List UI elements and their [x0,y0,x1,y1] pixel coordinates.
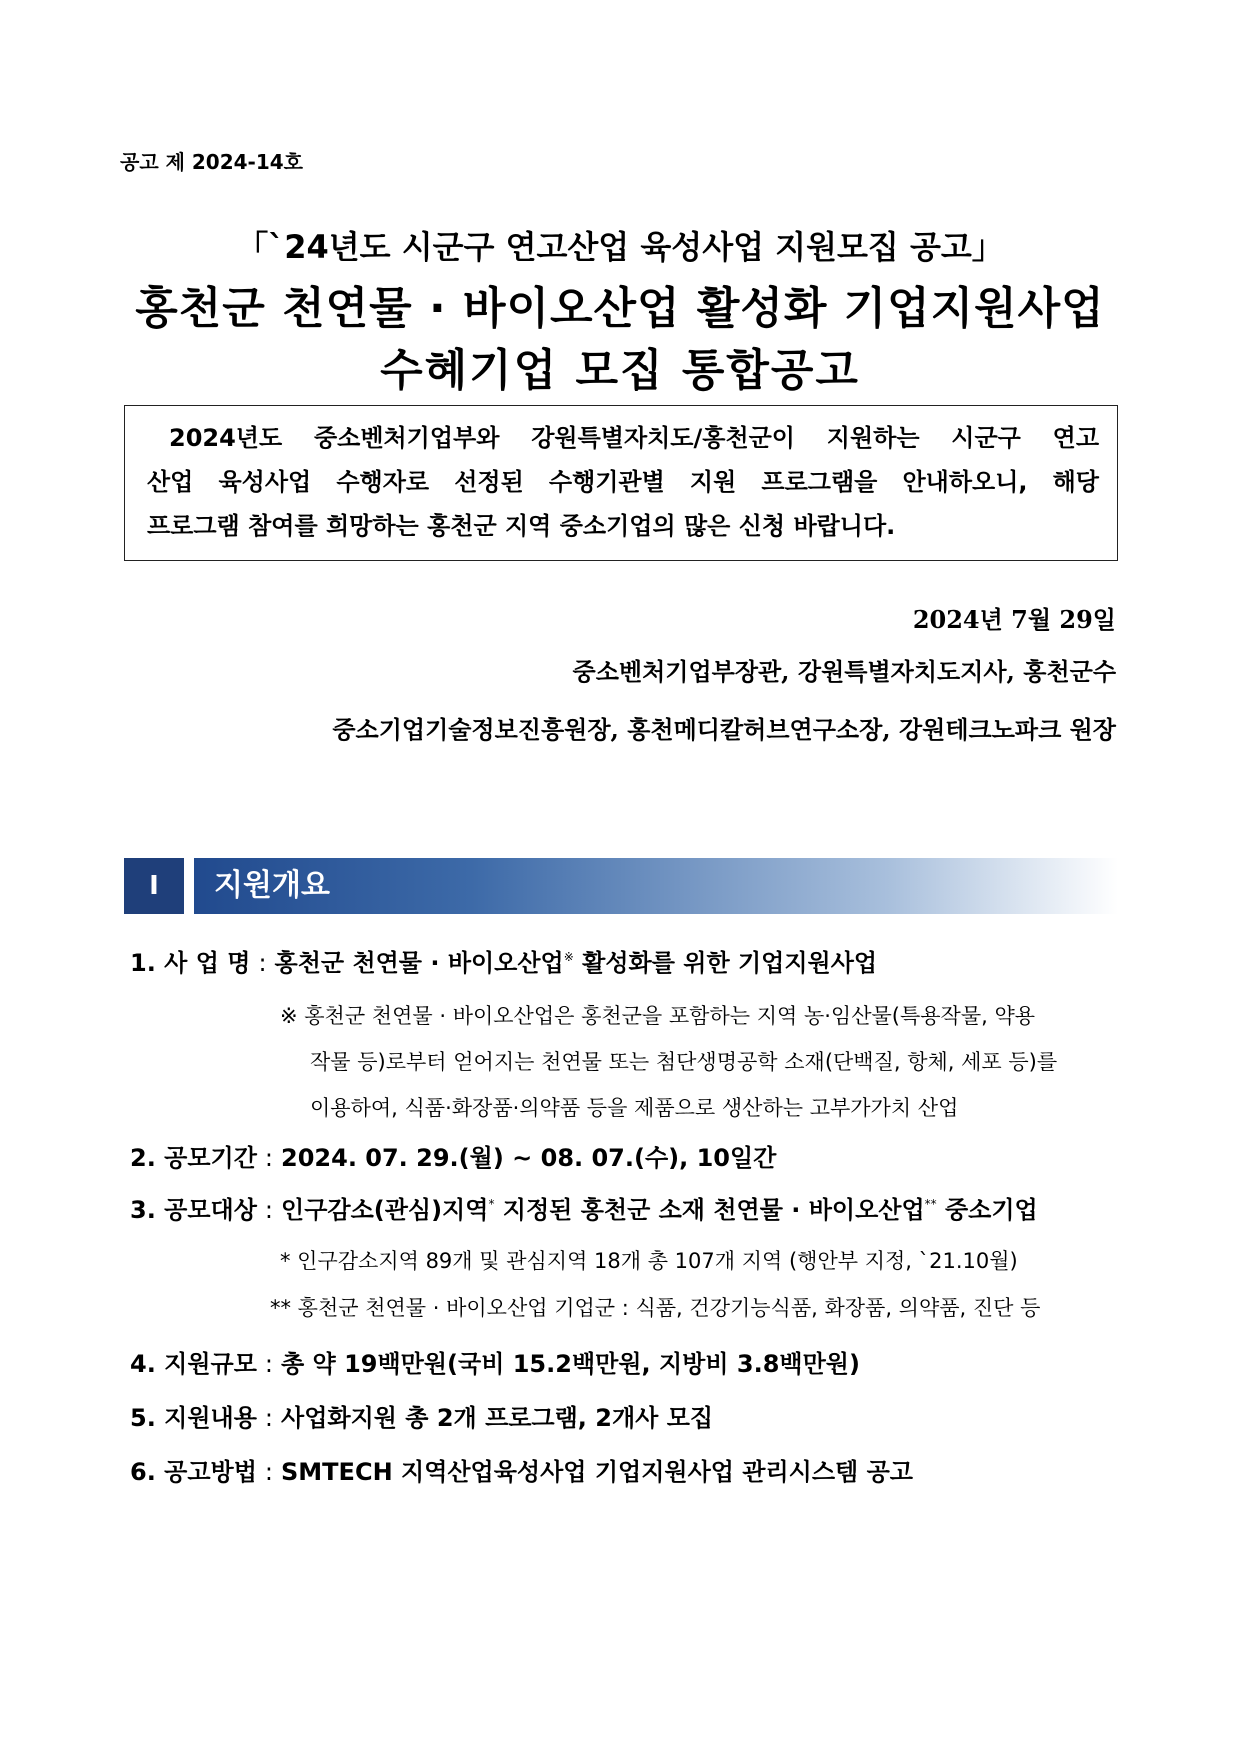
item-label: 2. 공모기간 [130,1144,257,1172]
item-value: 인구감소(관심)지역 [281,1196,489,1224]
item-value: 총 약 19백만원(국비 15.2백만원, 지방비 3.8백만원) [281,1350,860,1378]
note-line: * 인구감소지역 89개 및 관심지역 18개 총 107개 지역 (행안부 지정, `21.10월) [280,1249,1018,1273]
item-separator: : [264,1196,274,1224]
item-label: 1. 사 업 명 [130,949,251,977]
intro-line-2: 산업 육성사업 수행자로 선정된 수행기관별 지원 프로그램을 안내하오니, 해당 [147,468,1099,496]
note-line: 이용하여, 식품·화장품·의약품 등을 제품으로 생산하는 고부가가치 산업 [310,1096,959,1120]
issuer-line-2: 중소기업기술정보진흥원장, 홍천메디칼허브연구소장, 강원테크노파크 원장 [332,715,1116,744]
item-value-cont: 중소기업 [936,1196,1038,1224]
item-label: 3. 공모대상 [130,1196,257,1224]
title-line-2: 홍천군 천연물 · 바이오산업 활성화 기업지원사업 [135,283,1105,334]
item-target [130,1190,1038,1225]
item-value: 사업화지원 총 2개 프로그램, 2개사 모집 [281,1404,714,1432]
item-separator: : [264,1404,274,1432]
section-number: Ⅰ [124,858,184,914]
item-scale [130,1344,860,1379]
item-separator: : [264,1458,274,1486]
item-value-cont: 활성화를 위한 기업지원사업 [573,949,878,977]
intro-line-3: 프로그램 참여를 희망하는 홍천군 지역 중소기업의 많은 신청 바랍니다. [147,512,896,540]
section-title: 지원개요 [214,868,330,903]
notice-number: 공고 제 2024-14호 [120,150,304,174]
item-label: 6. 공고방법 [130,1458,257,1486]
item-value-cont: 지정된 홍천군 소재 천연물 · 바이오산업 [494,1196,925,1224]
item-method [130,1452,913,1487]
item-period [130,1138,776,1173]
item-label: 5. 지원내용 [130,1404,257,1432]
notice-date: 2024년 7월 29일 [912,605,1116,634]
issuer-line-1: 중소벤처기업부장관, 강원특별자치도지사, 홍천군수 [572,657,1116,686]
item-footnote-mark: ※ [563,950,574,964]
item-value: 홍천군 천연물 · 바이오산업 [274,949,564,977]
item-separator: : [258,949,267,977]
item-value: SMTECH 지역산업육성사업 기업지원사업 관리시스템 공고 [281,1458,913,1486]
intro-box [124,405,1118,561]
note-line: ** 홍천군 천연물 · 바이오산업 기업군 : 식품, 건강기능식품, 화장품, 의약품, 진단 등 [270,1296,1041,1320]
item-footnote-mark: * [488,1197,495,1211]
title-line-3: 수혜기업 모집 통합공고 [380,345,860,396]
note-line: ※ 홍천군 천연물 · 바이오산업은 홍천군을 포함하는 지역 농·임산물(특용작물, 약용 [280,1004,1036,1028]
item-label: 4. 지원규모 [130,1350,257,1378]
intro-line-1: 2024년도 중소벤처기업부와 강원특별자치도/홍천군이 지원하는 시군구 연고 [169,424,1099,452]
item-separator: : [264,1350,274,1378]
item-separator: : [264,1144,274,1172]
item-value: 2024. 07. 29.(월) ~ 08. 07.(수), 10일간 [281,1144,777,1172]
section-header [124,858,1118,914]
section-bar [194,858,1118,914]
title-line-1: 「`24년도 시군구 연고산업 육성사업 지원모집 공고」 [236,228,1004,266]
item-footnote-mark: ** [924,1197,937,1211]
item-business-name [130,943,877,978]
item-content [130,1398,713,1433]
note-line: 작물 등)로부터 얻어지는 천연물 또는 첨단생명공학 소재(단백질, 항체, 세포 등)를 [310,1050,1058,1074]
